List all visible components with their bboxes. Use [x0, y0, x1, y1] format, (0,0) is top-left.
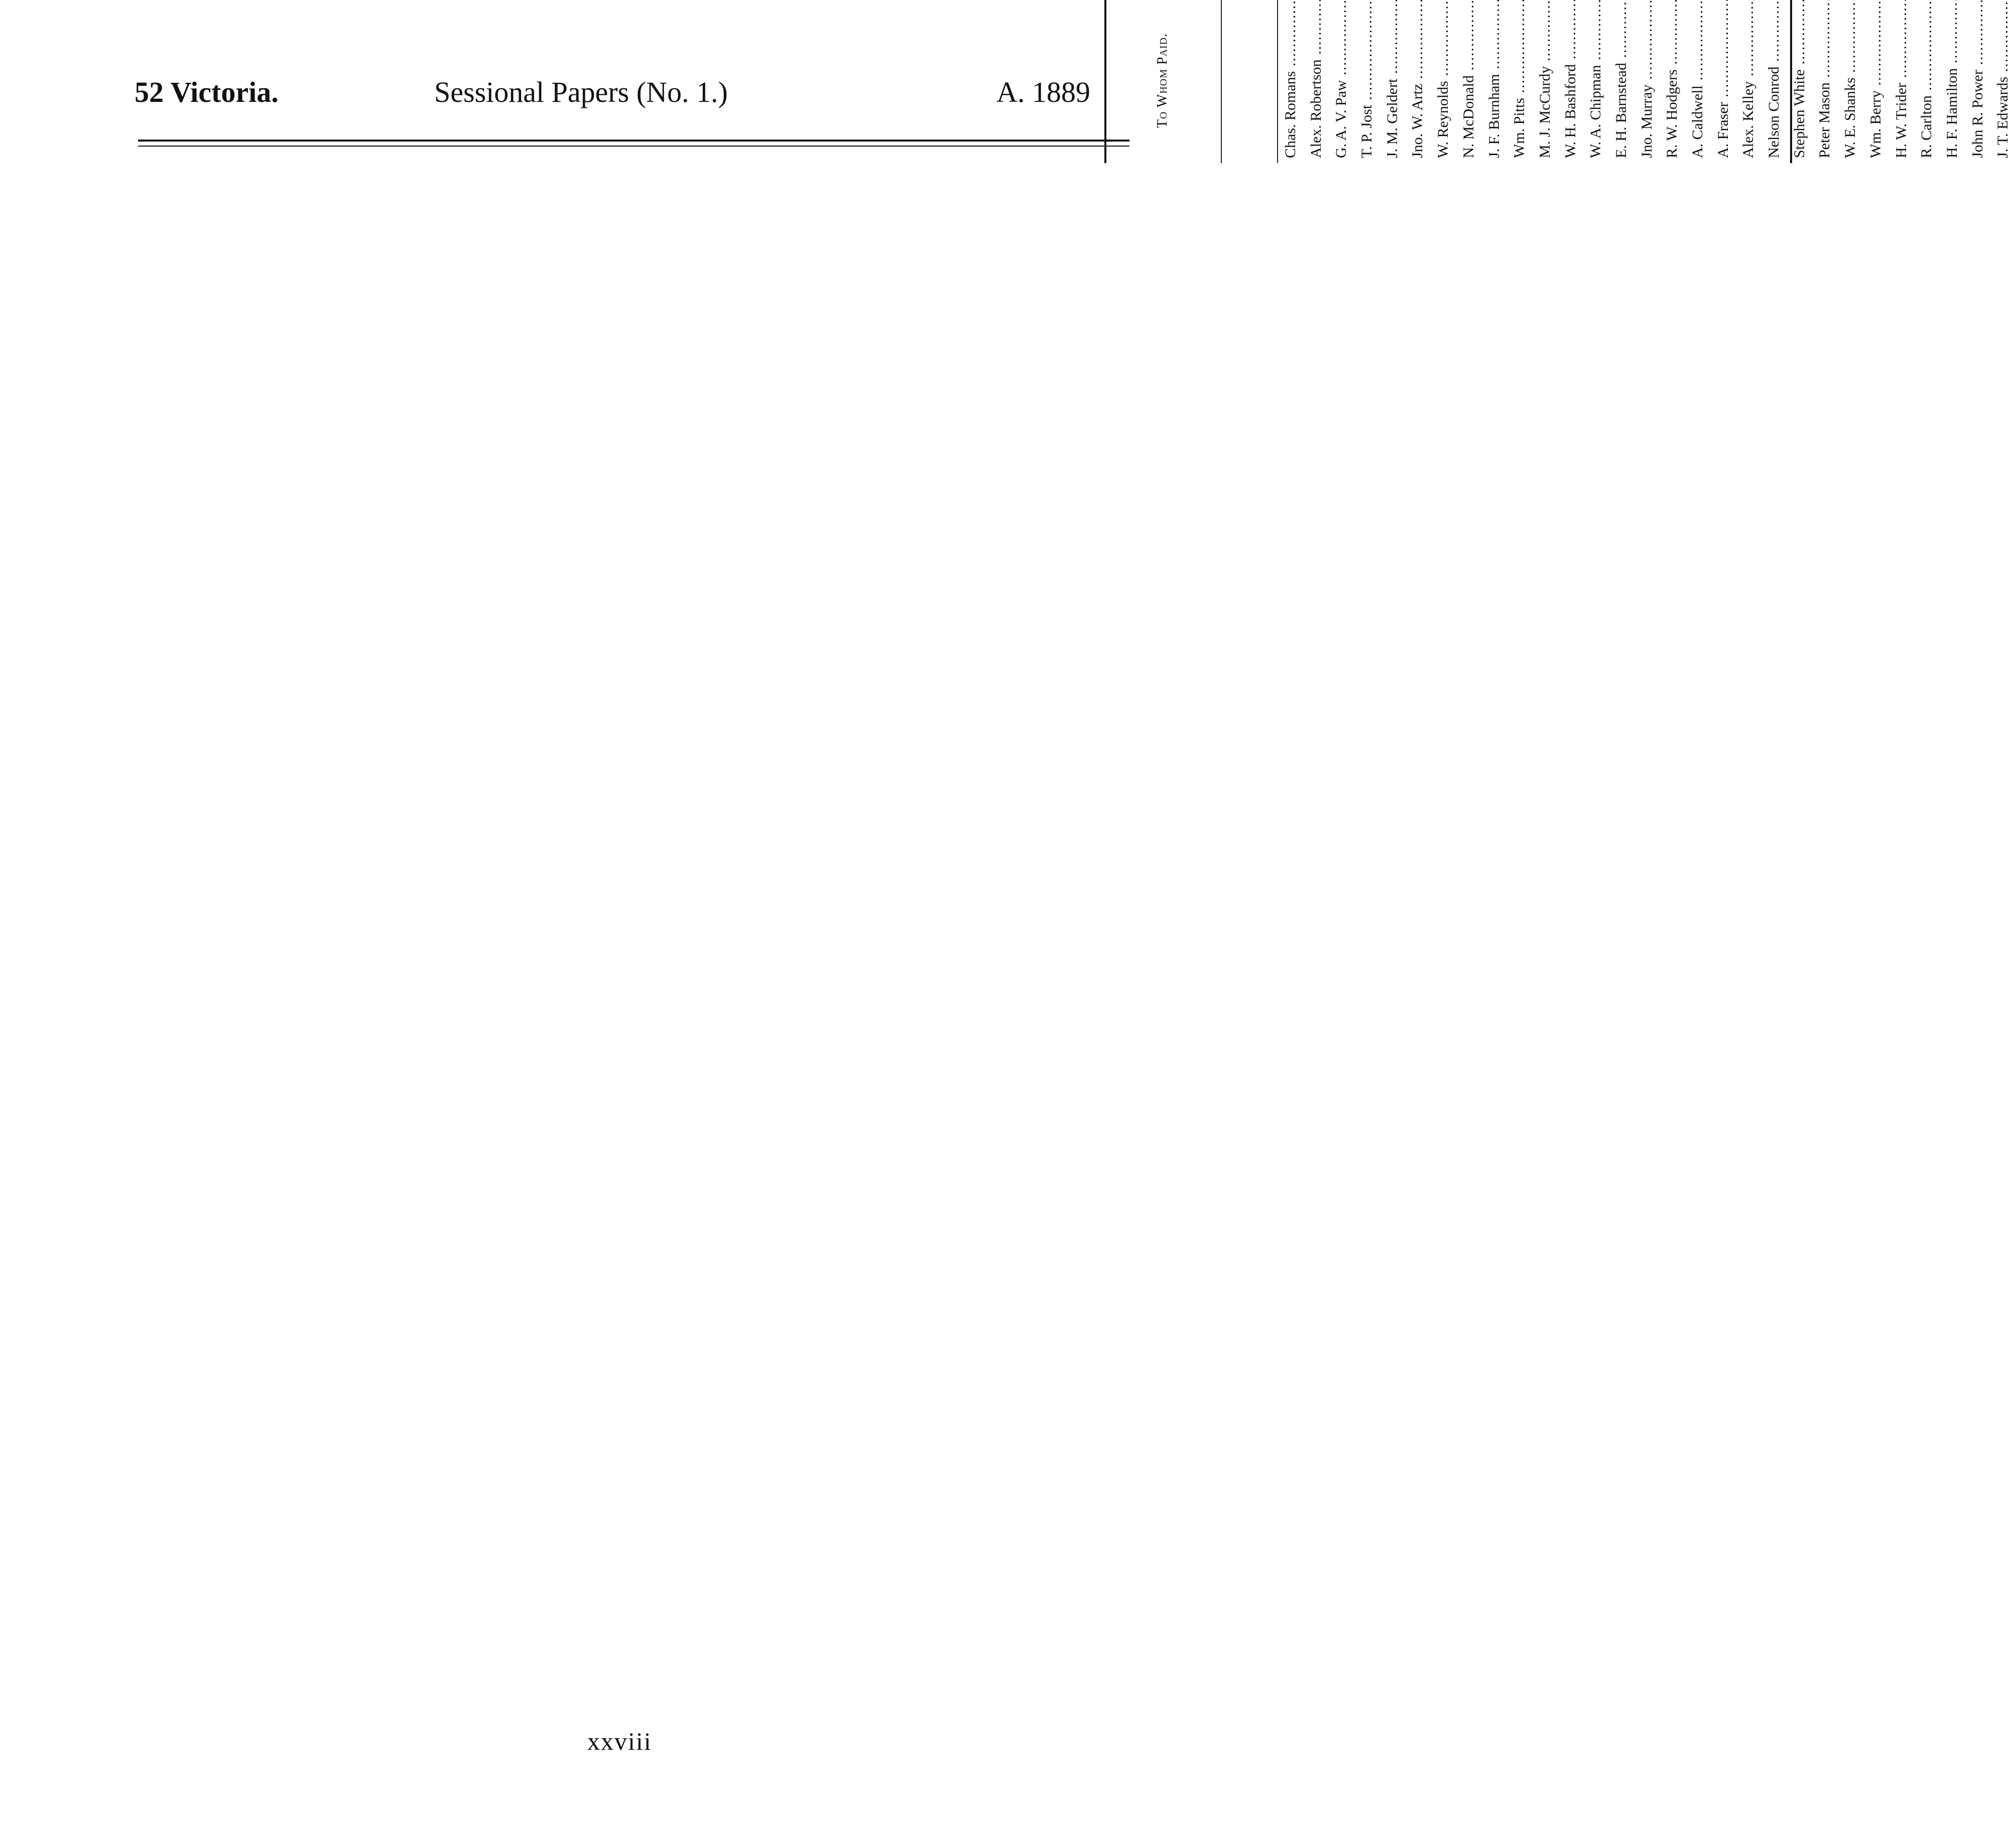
payee-name: W. H. Bashford .....: [1558, 0, 1584, 158]
payee-name: W. A. Chipman .....: [1583, 0, 1609, 158]
payee-name: R. Carlton .....: [1914, 0, 1940, 158]
payee-name: M. J. McCurdy .....: [1533, 0, 1558, 158]
payee-name: A. Fraser .....: [1711, 0, 1736, 158]
rotated-ledger: [1104, 0, 2011, 163]
payee-name: J. F. Burnham .....: [1482, 0, 1507, 158]
payee-name: J. T. Edwards .....: [1990, 0, 2016, 158]
payee-name: Chas. Romans .....: [1278, 0, 1304, 158]
payee-name: Alex. Robertson .....: [1304, 0, 1329, 158]
payee-name: E. H. Barnstead .....: [1609, 0, 1634, 158]
payee-name: H. F. Hamilton .....: [1940, 0, 1965, 158]
names-column: [1278, 0, 2016, 163]
unit-blank: [1221, 0, 1278, 163]
session-label: 52 Victoria.: [135, 76, 279, 108]
header-rule: [138, 140, 1129, 142]
year-label: A. 1889: [996, 76, 1090, 108]
payee-name: Jno. Murray .....: [1634, 0, 1660, 158]
payee-name: H. W. Trider .....: [1889, 0, 1915, 158]
payee-name: Peter Mason .....: [1812, 0, 1838, 158]
expenditure-table: [1104, 0, 2016, 163]
payee-name: N. McDonald .....: [1456, 0, 1482, 158]
page-number: xxviii: [587, 1727, 652, 1755]
payee-name: John R. Power .....: [1965, 0, 1991, 158]
sessional-papers-label: Sessional Papers (No. 1.): [434, 76, 728, 108]
payee-name: W. E. Shanks .....: [1838, 0, 1863, 158]
payee-name: A. Caldwell .....: [1685, 0, 1711, 158]
payee-name: J. M. Geldert .....: [1380, 0, 1406, 158]
col-to-whom-paid: To Whom Paid.: [1104, 0, 1221, 163]
payee-name: Wm. Berry .....: [1863, 0, 1889, 158]
payee-name: Nelson Conrod .....: [1761, 0, 1787, 158]
payee-name: W. Reynolds .....: [1431, 0, 1456, 158]
payee-name: T. P. Jost .....: [1354, 0, 1380, 158]
payee-name: R. W. Hodgers .....: [1660, 0, 1685, 158]
page-header: [0, 75, 1158, 131]
payee-name: Wm. Pitts .....: [1507, 0, 1533, 158]
payee-name: Jno. W. Artz .....: [1405, 0, 1431, 158]
payee-name: G. A. V. Paw .....: [1329, 0, 1354, 158]
header-rule-thin: [138, 146, 1129, 147]
payee-name: Alex. Kelley .....: [1736, 0, 1761, 158]
payee-name: Stephen White .....: [1787, 0, 1813, 158]
